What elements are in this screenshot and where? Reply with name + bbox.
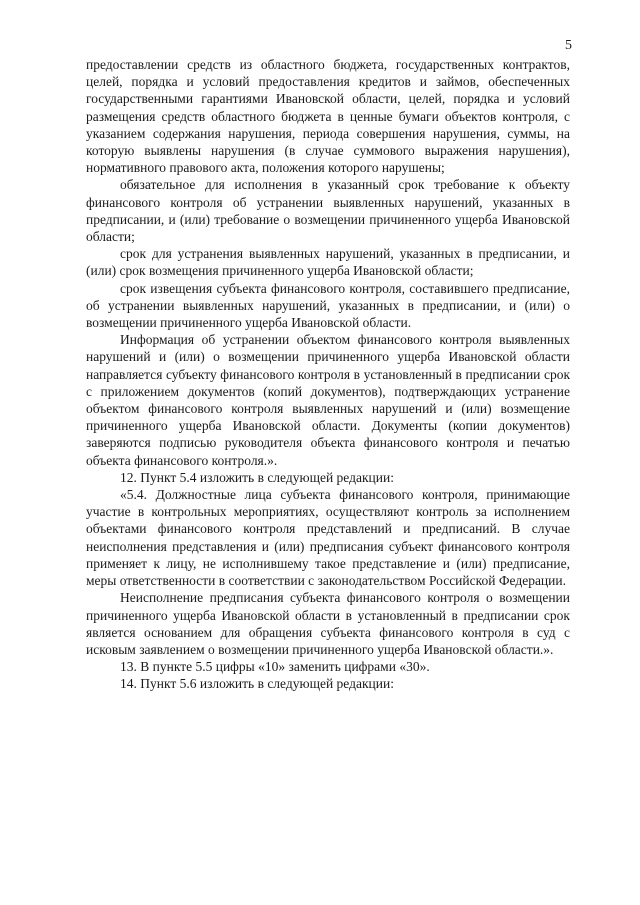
paragraph: Неисполнение предписания субъекта финансового контроля о возмещении причиненного ущерба Ивановской области в установленный в предписании срок является основанием для обращения субъекта финансового контроля в суд с исковым заявлением о возмещении причиненного ущерба Ивановской области.».: [86, 590, 570, 657]
paragraph: «5.4. Должностные лица субъекта финансового контроля, принимающие участие в контрольных мероприятиях, осуществляют контроль за исполнением объектами финансового контроля представлений и предписаний. В случае неисполнения представления и (или) предписания субъект финансового контроля применяет к лицу, не исполнившему такое представление и (или) предписание, меры ответственности в соответствии с законодательством Российской Федерации.: [86, 487, 570, 589]
paragraph: 13. В пункте 5.5 цифры «10» заменить цифрами «30».: [120, 659, 430, 675]
paragraph: 12. Пункт 5.4 изложить в следующей редакции:: [120, 469, 394, 485]
paragraph: обязательное для исполнения в указанный срок требование к объекту финансового контроля об устранении выявленных нарушений, указанных в предписании, и (или) требование о возмещении причиненного ущерба Ивановской области;: [86, 177, 570, 245]
paragraph: 14. Пункт 5.6 изложить в следующей редакции:: [120, 676, 394, 692]
paragraph: Информация об устранении объектом финансового контроля выявленных нарушений и (или) о возмещении причиненного ущерба Ивановской области направляется субъекту финансового контроля в установленный в предписании срок с приложением документов (копий документов), подтверждающих устранение объектом финансового контроля выявленных нарушений и (или) возмещение причиненного ущерба Ивановской области. Документы (копии документов) заверяются подписью руководителя объекта финансового контроля и печатью объекта финансового контроля.».: [86, 332, 570, 468]
document-body: [86, 56, 570, 693]
paragraph: срок для устранения выявленных нарушений, указанных в предписании, и (или) срок возмещения причиненного ущерба Ивановской области;: [86, 246, 570, 279]
paragraph: предоставлении средств из областного бюджета, государственных контрактов, целей, порядка и условий предоставления кредитов и займов, обеспеченных государственными гарантиями Ивановской области, целей, порядка и условий размещения средств областного бюджета в ценные бумаги объектов контроля, с указанием содержания нарушения, периода совершения нарушения, суммы, на которую выявлены нарушения (в случае суммового выражения нарушения), нормативного правового акта, положения которого нарушены;: [86, 57, 570, 176]
paragraph: срок извещения субъекта финансового контроля, составившего предписание, об устранении выявленных нарушений, указанных в предписании, и (или) о возмещении причиненного ущерба Ивановской области.: [86, 280, 570, 331]
page-number: 5: [565, 38, 572, 53]
